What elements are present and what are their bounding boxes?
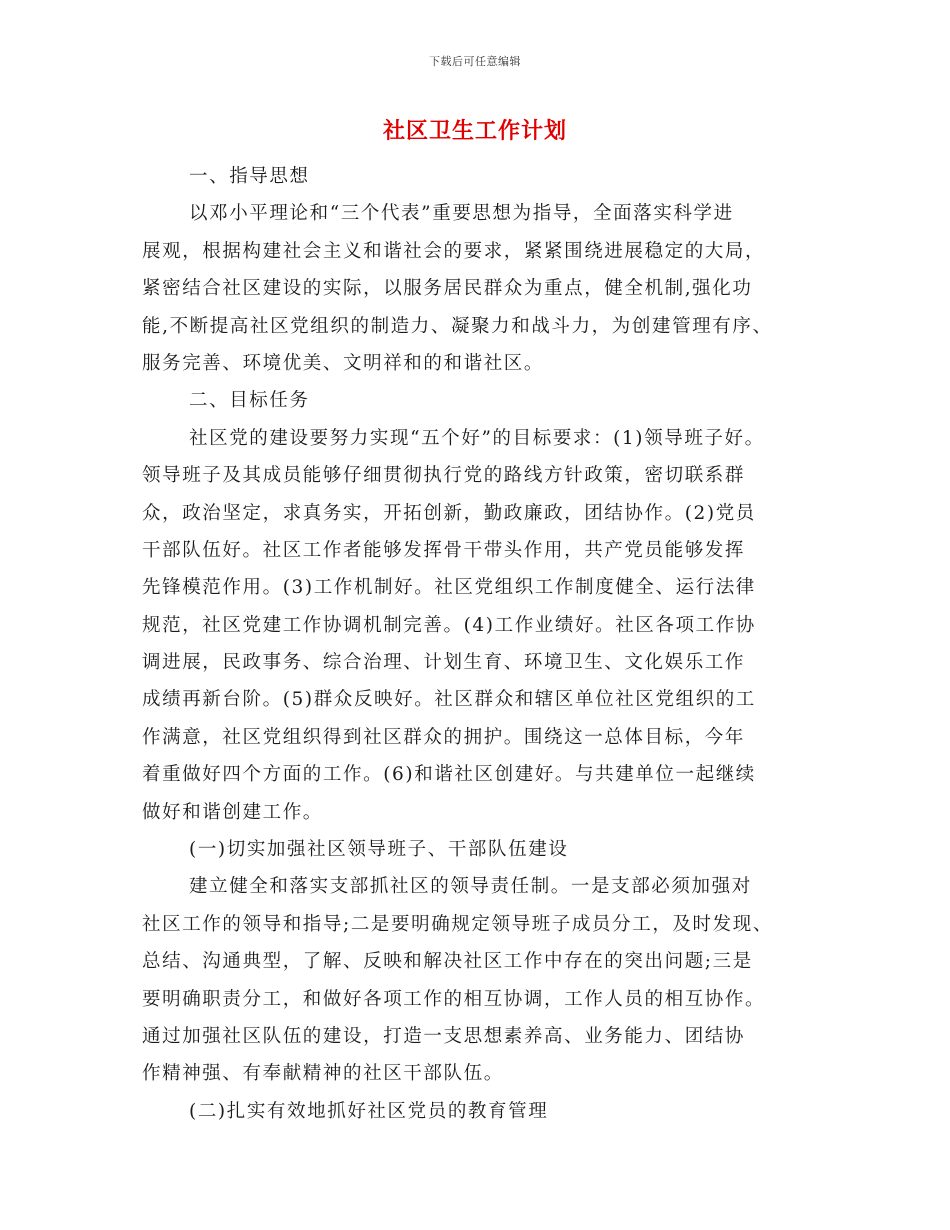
paragraph-line: 作精神强、有奉献精神的社区干部队伍。 <box>142 1063 504 1085</box>
paragraph-line: 规范，社区党建工作协调机制完善。(4)工作业绩好。社区各项工作协 <box>142 614 756 636</box>
header-note: 下载后可任意编辑 <box>429 55 521 68</box>
document-title: 社区卫生工作计划 <box>382 118 567 144</box>
paragraph-line: 作满意，社区党组织得到社区群众的拥护。围绕这一总体目标，今年 <box>142 726 746 748</box>
paragraph-line: 做好和谐创建工作。 <box>142 801 323 823</box>
paragraph-line: 建立健全和落实支部抓社区的领导责任制。一是支部必须加强对 <box>189 876 752 898</box>
paragraph-line: 要明确职责分工，和做好各项工作的相互协调，工作人员的相互协作。 <box>142 988 766 1010</box>
paragraph-line: 干部队伍好。社区工作者能够发挥骨干带头作用，共产党员能够发挥 <box>142 539 746 561</box>
paragraph-line: 以邓小平理论和“三个代表”重要思想为指导，全面落实科学进 <box>189 203 734 225</box>
paragraph-line: 众，政治坚定，求真务实，开拓创新，勤政廉政，团结协作。(2)党员 <box>142 502 756 524</box>
document-body <box>142 158 810 1130</box>
paragraph-line: 服务完善、环境优美、文明祥和的和谐社区。 <box>142 352 545 374</box>
paragraph-line: 着重做好四个方面的工作。(6)和谐社区创建好。与共建单位一起继续 <box>142 764 756 786</box>
paragraph-line: 总结、沟通典型，了解、反映和解决社区工作中存在的突出问题;三是 <box>142 951 753 973</box>
subsection-heading: (一)切实加强社区领导班子、干部队伍建设 <box>189 839 569 861</box>
subsection-heading: (二)扎实有效地抓好社区党员的教育管理 <box>189 1100 549 1122</box>
paragraph-line: 调进展，民政事务、综合治理、计划生育、环境卫生、文化娱乐工作 <box>142 652 746 674</box>
section-heading: 二、目标任务 <box>189 390 310 412</box>
paragraph-line: 社区党的建设要努力实现“五个好”的目标要求：(1)领导班子好。 <box>189 427 765 449</box>
paragraph-line: 展观，根据构建社会主义和谐社会的要求，紧紧围绕进展稳定的大局， <box>142 240 766 262</box>
section-heading: 一、指导思想 <box>189 166 310 187</box>
paragraph-line: 先锋模范作用。(3)工作机制好。社区党组织工作制度健全、运行法律 <box>142 577 756 599</box>
paragraph-line: 紧密结合社区建设的实际，以服务居民群众为重点，健全机制,强化功 <box>142 278 753 300</box>
paragraph-line: 成绩再新台阶。(5)群众反映好。社区群众和辖区单位社区党组织的工 <box>142 689 756 711</box>
paragraph-line: 领导班子及其成员能够仔细贯彻执行党的路线方针政策，密切联系群 <box>142 465 746 487</box>
paragraph-line: 社区工作的领导和指导;二是要明确规定领导班子成员分工，及时发现、 <box>142 913 773 935</box>
paragraph-line: 通过加强社区队伍的建设，打造一支思想素养高、业务能力、团结协 <box>142 1025 746 1047</box>
paragraph-line: 能,不断提高社区党组织的制造力、凝聚力和战斗力，为创建管理有序、 <box>142 315 773 337</box>
